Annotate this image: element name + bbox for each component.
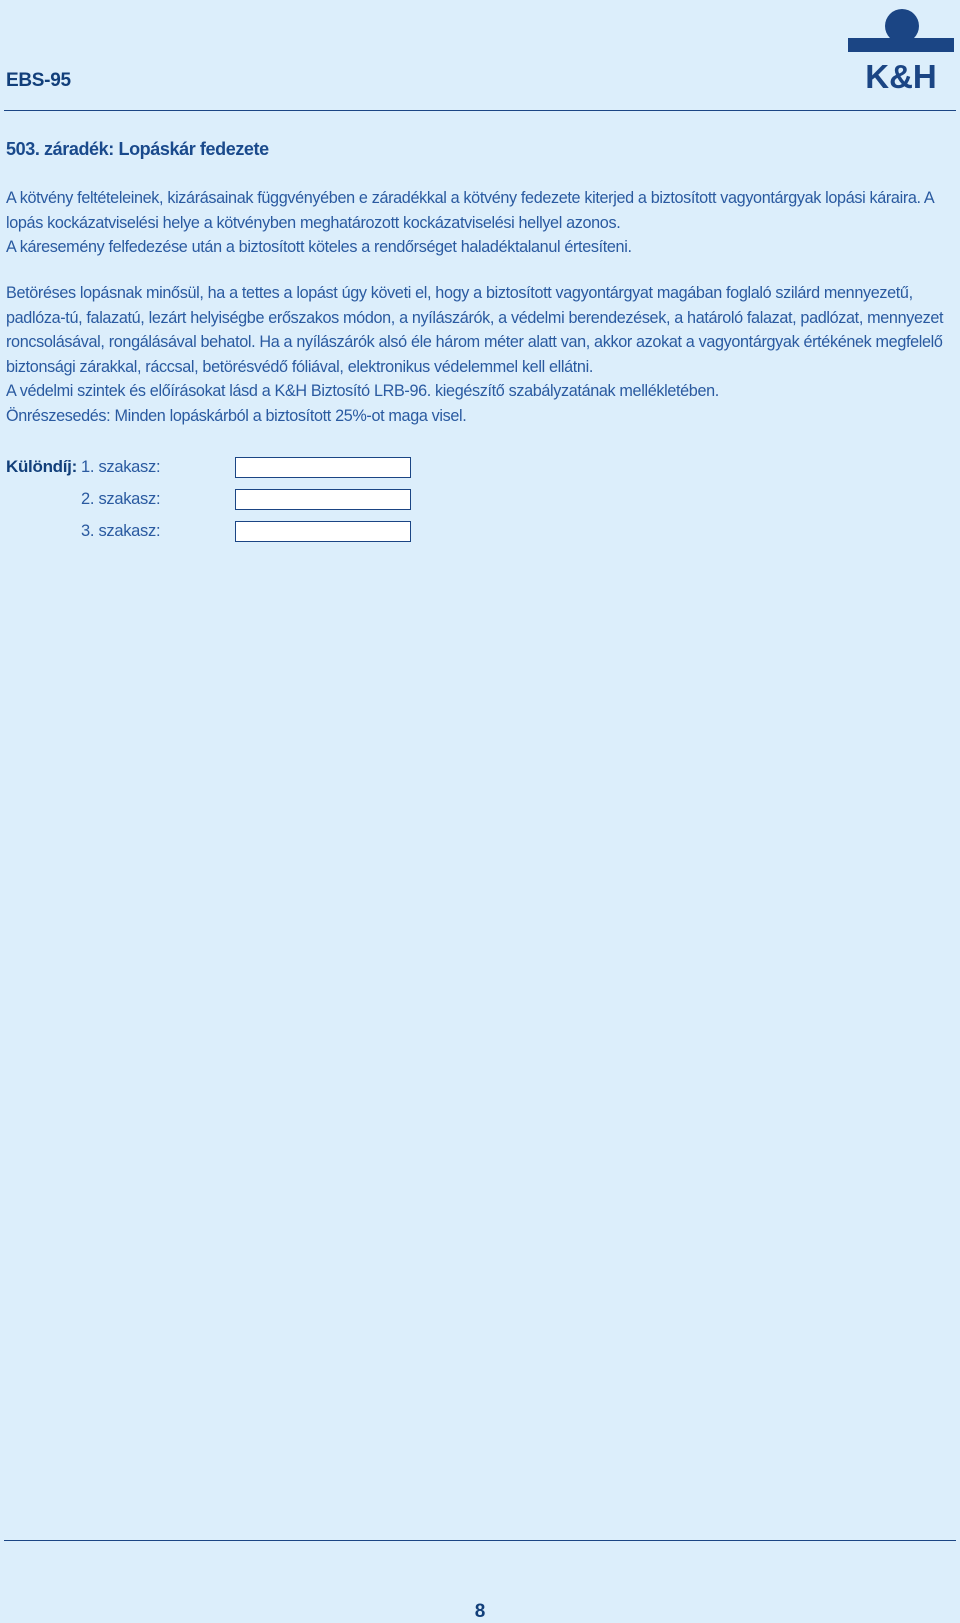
clause-title: 503. záradék: Lopáskár fedezete (6, 139, 269, 159)
protection-levels-text: A védelmi szintek és előírásokat lásd a K&H Biztosító LRB-96. kiegészítő szabályzatának mellékletében. (6, 382, 719, 401)
fee-input-3[interactable] (235, 521, 411, 542)
fee-input-1[interactable] (235, 457, 411, 478)
kh-logo-icon (848, 4, 954, 90)
burglary-definition-text: Betöréses lopásnak minősül, ha a tettes a lopást úgy követi el, hogy a biztosított vagyontárgyat magában foglaló szilárd mennyezetű, padlóza-tú, falazatú, lezárt helyiségbe erőszakos módon, a nyílászárók, a védelmi berendezések, a határoló falazat, padlózat, mennyezet roncsolásával, rongálásával behatol. Ha a nyílászárók alsó éle három méter alatt van, akkor azokat a vagyontárgyak értékének megfelelő biztonsági zárakkal, ráccsal, betörésvédő fóliával, elektronikus védelemmel kell ellátni. (6, 284, 944, 376)
footer-divider (4, 1540, 956, 1541)
coverage-text: A kötvény feltételeinek, kizárásainak függvényében e záradékkal a kötvény fedezete kiterjed a biztosított vagyontárgyak lopási káraira. A lopás kockázatviselési helye a kötvényben meghatározott kockázatviselési hellyel azonos. (6, 189, 934, 232)
header-divider (4, 110, 956, 111)
fee-row-label-2: 2. szakasz: (81, 490, 161, 508)
intro-paragraph (6, 186, 956, 260)
page-number: 8 (474, 1601, 486, 1622)
extra-fee-label: Különdíj: (6, 457, 77, 476)
fee-row-label-3: 3. szakasz: (81, 522, 161, 540)
fee-input-2[interactable] (235, 489, 411, 510)
burglary-paragraph (6, 281, 956, 429)
notification-text: A káresemény felfedezése után a biztosított köteles a rendőrséget haladéktalanul értesíteni. (6, 238, 632, 257)
document-code: EBS-95 (6, 70, 71, 91)
deductible-text: Önrészesedés: Minden lopáskárból a biztosított 25%-ot maga visel. (6, 406, 467, 425)
fee-row-label-1: 1. szakasz: (81, 458, 161, 476)
logo-text: K&H (865, 58, 937, 90)
